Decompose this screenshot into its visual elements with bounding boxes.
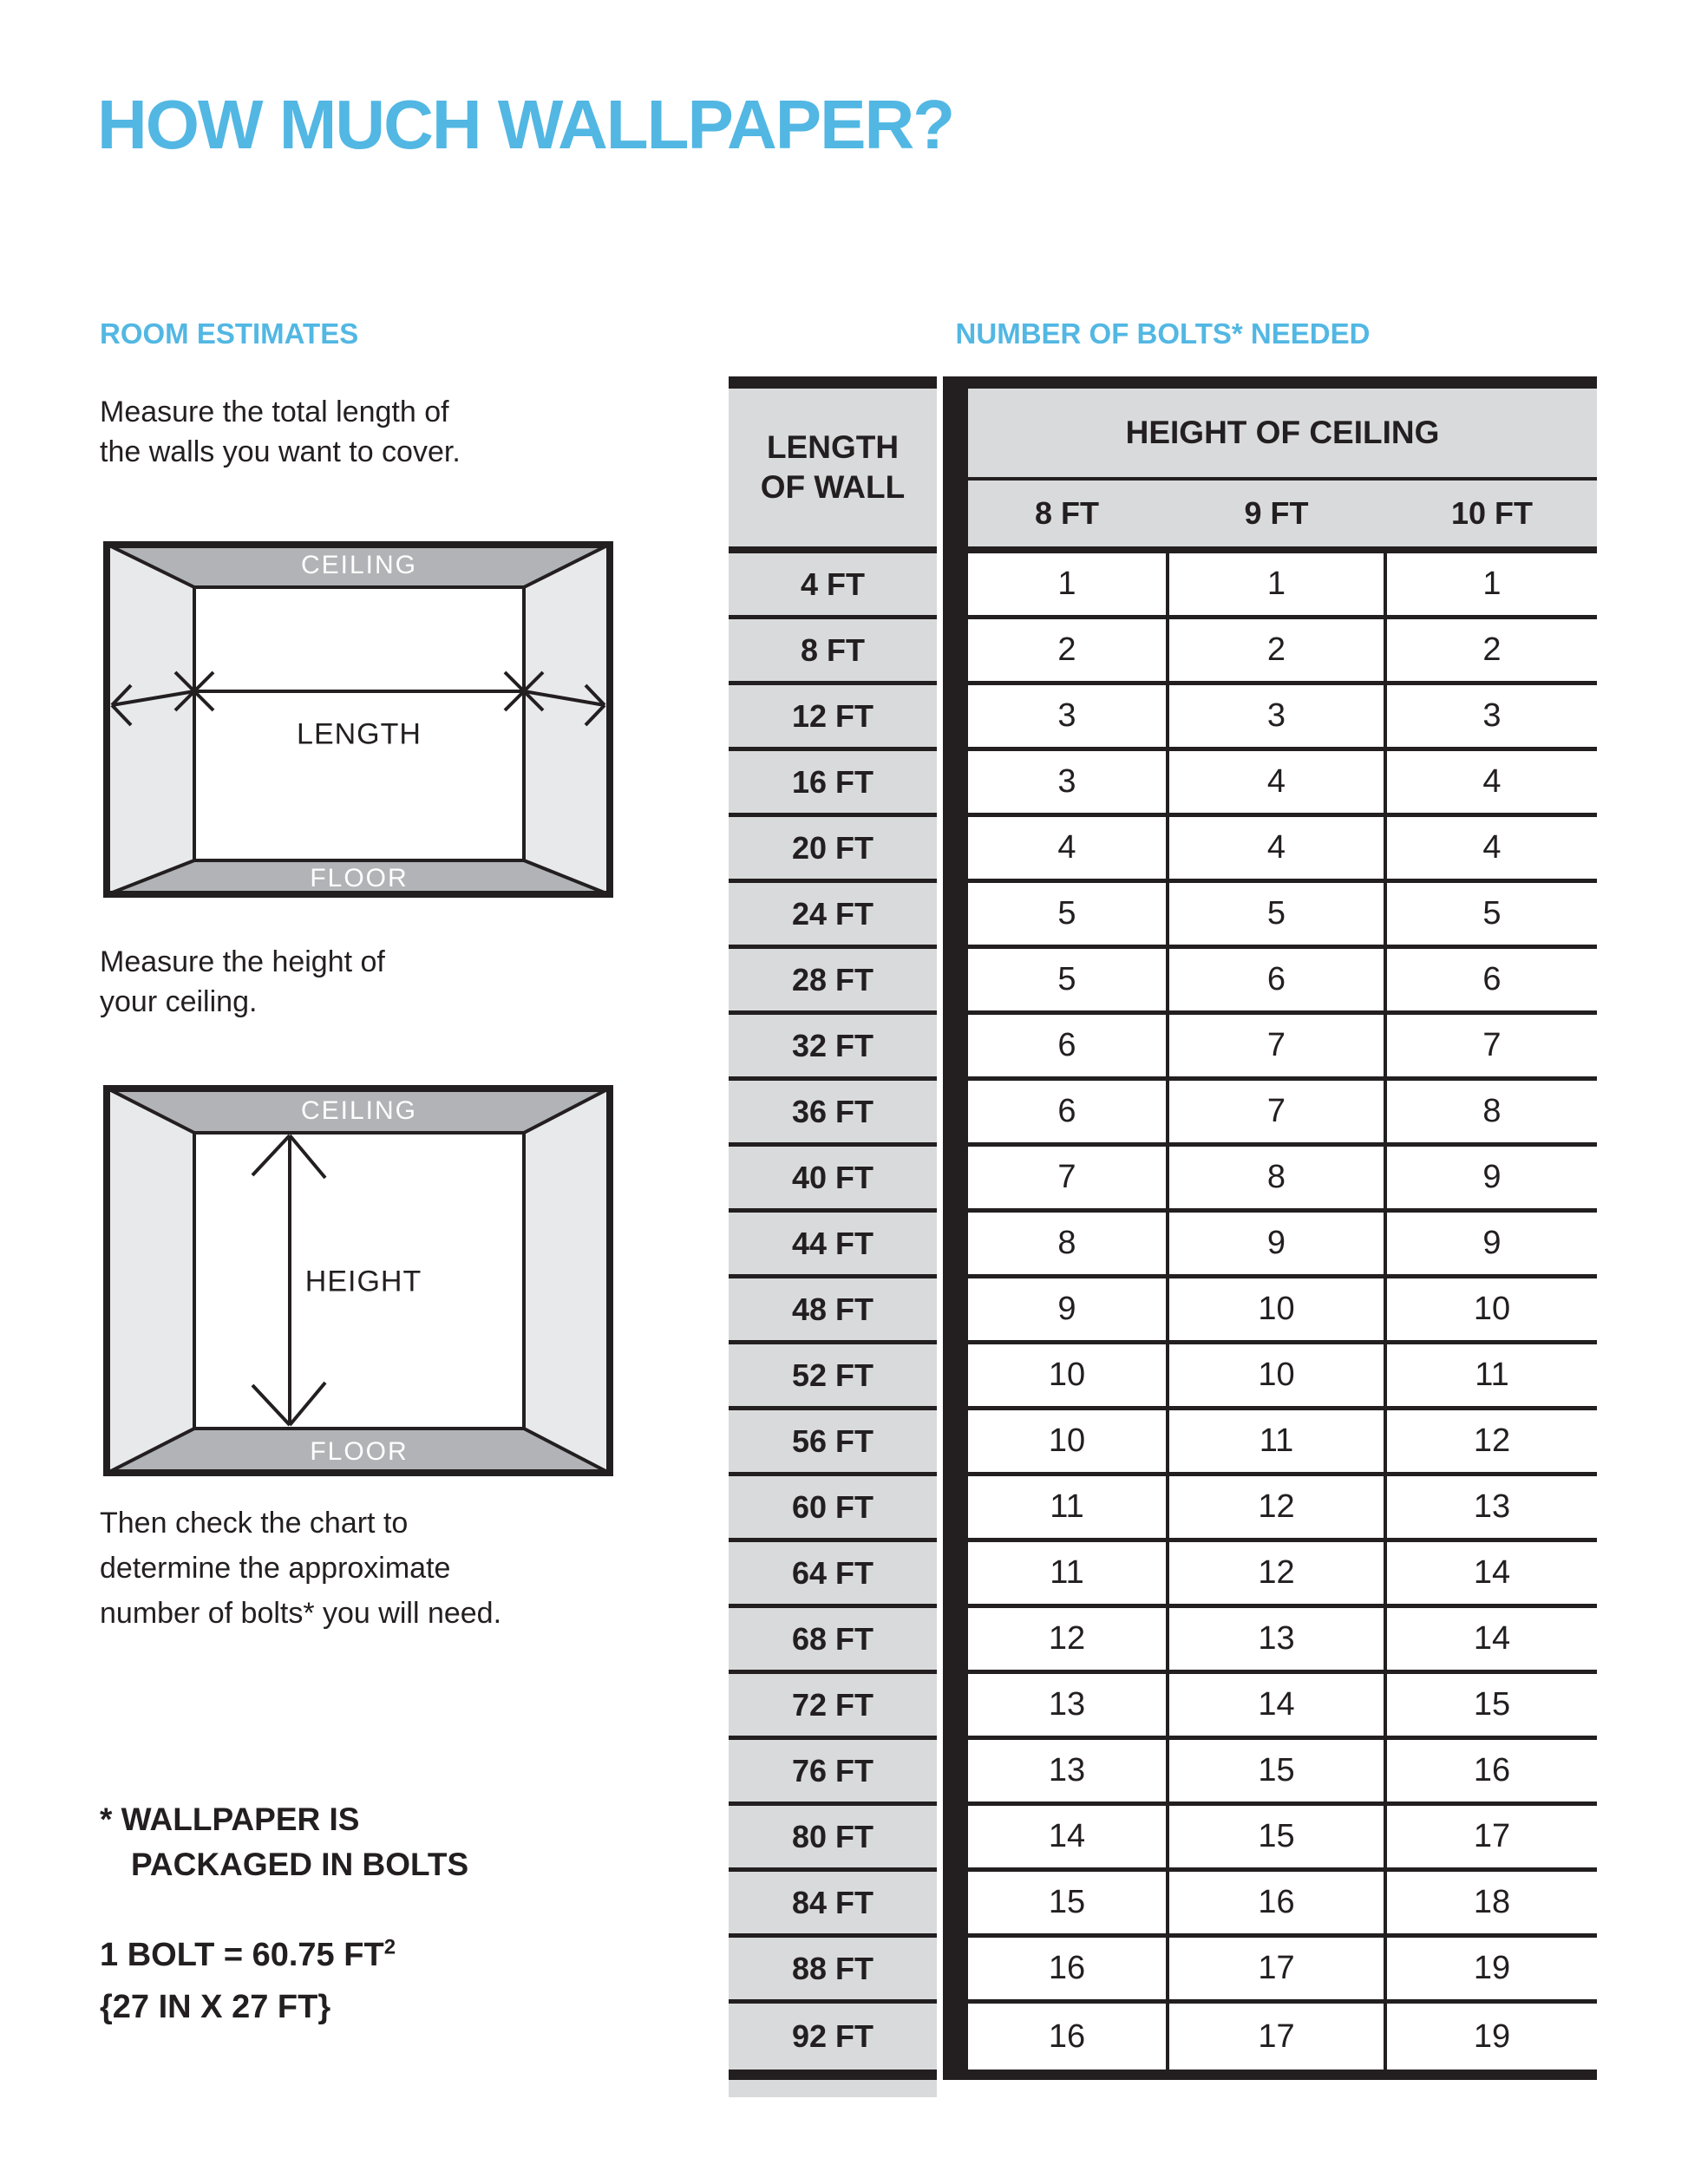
instruction-measure-height [100,942,385,1022]
table-cell: 17 [1258,2017,1295,2055]
table-cell: 11 [1050,1554,1084,1591]
superscript-2: 2 [383,1935,396,1959]
bolts-footnote [100,1797,468,1887]
table-cell: 1 [1057,566,1076,602]
table-cell: 6 [1057,1027,1076,1063]
length-of-wall-header [729,389,937,546]
table-cell: 6 [1482,961,1502,997]
table-cell: 19 [1473,1950,1511,1986]
header-line: LENGTH [766,429,900,465]
row-label: 32 FT [729,1015,937,1081]
table-cell: 10 [1258,1357,1295,1393]
length-measure-label: LENGTH [297,717,422,751]
row-label: 68 FT [729,1608,937,1674]
table-cell: 16 [1258,1884,1295,1920]
table-cell: 12 [1473,1422,1511,1459]
table-cell: 9 [1482,1159,1502,1195]
instruction-line: determine the approximate [100,1552,451,1585]
table-cell: 5 [1266,895,1286,932]
bolt-spec [100,1929,396,2033]
table-cell: 15 [1048,1884,1086,1920]
table-cell: 12 [1048,1620,1086,1657]
row-label: 4 FT [729,553,937,619]
row-label: 80 FT [729,1806,937,1872]
table-cell: 8 [1057,1225,1076,1261]
table-top-border [968,376,1597,389]
table-cell: 7 [1057,1159,1076,1195]
table-bottom-border [968,2070,1597,2080]
table-row [968,619,1597,685]
table-cell: 3 [1057,763,1076,800]
table-length-column [729,376,937,2097]
column-header-10ft: 10 FT [1450,495,1534,531]
table-cell: 9 [1266,1225,1286,1261]
table-cell: 17 [1473,1818,1511,1854]
table-cell: 3 [1482,697,1502,734]
table-cell: 13 [1048,1686,1086,1723]
left-wall-surface [103,1085,194,1476]
table-cell: 10 [1048,1422,1086,1459]
table-row [968,1674,1597,1740]
room-height-diagram [103,1085,613,1476]
instruction-line: Measure the height of [100,945,385,978]
table-row [968,1542,1597,1608]
instruction-line: number of bolts* you will need. [100,1597,502,1630]
row-label: 92 FT [729,2004,937,2070]
column-header-8ft: 8 FT [1034,495,1099,531]
instruction-line: your ceiling. [100,985,258,1018]
row-label: 84 FT [729,1872,937,1938]
table-cell: 4 [1482,763,1502,800]
table-cell: 4 [1266,829,1286,866]
table-cell: 12 [1258,1488,1295,1525]
table-cell: 8 [1482,1093,1502,1129]
table-row [968,1806,1597,1872]
table-cell: 4 [1266,763,1286,800]
table-row [968,1740,1597,1806]
bolts-table [729,376,1597,2097]
floor-label: FLOOR [310,864,409,893]
gray-tab [729,2080,937,2097]
ceiling-label: CEILING [300,1096,418,1125]
row-label: 64 FT [729,1542,937,1608]
table-cell: 16 [1473,1752,1511,1788]
room-estimates-heading: ROOM ESTIMATES [100,317,359,350]
table-row [968,949,1597,1015]
row-label: 20 FT [729,817,937,883]
table-cell: 9 [1057,1291,1076,1327]
row-label: 16 FT [729,751,937,817]
table-cell: 2 [1057,631,1076,668]
row-label: 88 FT [729,1938,937,2004]
table-cell: 13 [1473,1488,1511,1525]
table-row [968,1476,1597,1542]
table-row [968,1278,1597,1344]
left-wall-surface [103,541,194,898]
table-cell: 5 [1482,895,1502,932]
bolts-needed-heading: NUMBER OF BOLTS* NEEDED [955,317,1371,350]
table-cell: 5 [1057,895,1076,932]
table-cell: 10 [1473,1291,1511,1327]
row-label: 76 FT [729,1740,937,1806]
ceiling-label: CEILING [300,551,418,579]
table-cell: 11 [1475,1357,1509,1393]
table-row [968,1344,1597,1410]
bolt-spec-line: 1 BOLT = 60.75 $FT^2$ [100,1935,396,1973]
table-cell: 13 [1048,1752,1086,1788]
table-row [968,817,1597,883]
table-cell: 14 [1473,1620,1511,1657]
page-title: HOW MUCH WALLPAPER? [97,86,954,163]
table-cell: 3 [1057,697,1076,734]
table-cell: 5 [1057,961,1076,997]
table-row [968,1938,1597,2004]
table-row [968,2004,1597,2070]
row-label: 72 FT [729,1674,937,1740]
table-cell: 4 [1482,829,1502,866]
row-label: 36 FT [729,1081,937,1147]
table-row [968,1147,1597,1213]
table-cell: 19 [1473,2017,1511,2055]
header-line: OF WALL [760,469,906,505]
table-row [968,1872,1597,1938]
table-cell: 10 [1258,1291,1295,1327]
table-cell: 16 [1048,1950,1086,1986]
table-bottom-border [729,2070,937,2080]
instruction-line: Measure the total length of [100,396,449,428]
row-label: 44 FT [729,1213,937,1278]
table-cell: 15 [1258,1818,1295,1854]
row-label: 60 FT [729,1476,937,1542]
instruction-measure-length [100,392,461,472]
table-cell: 2 [1266,631,1286,668]
table-row [968,1081,1597,1147]
right-wall-surface [524,1085,613,1476]
table-cell: 14 [1258,1686,1295,1723]
table-row [968,553,1597,619]
row-label: 12 FT [729,685,937,751]
table-cell: 15 [1258,1752,1295,1788]
table-row [968,1015,1597,1081]
table-row [968,883,1597,949]
table-cell: 11 [1050,1488,1084,1525]
table-cell: 16 [1048,2017,1086,2055]
instruction-line: Then check the chart to [100,1507,409,1540]
header-divider [968,546,1597,553]
height-of-ceiling-header: HEIGHT OF CEILING [968,389,1597,477]
footnote-line: PACKAGED IN BOLTS [131,1847,469,1882]
height-measure-label: HEIGHT [304,1265,422,1298]
row-label: 24 FT [729,883,937,949]
table-cell: 11 [1259,1422,1294,1459]
table-cell: 8 [1266,1159,1286,1195]
table-cell: 2 [1482,631,1502,668]
instruction-check-chart [100,1501,501,1636]
table-cell: 12 [1258,1554,1295,1591]
room-length-diagram [103,541,613,898]
table-cell: 10 [1048,1357,1086,1393]
row-label: 8 FT [729,619,937,685]
row-label: 48 FT [729,1278,937,1344]
table-top-border [729,376,937,389]
table-row [968,751,1597,817]
table-cell: 13 [1258,1620,1295,1657]
table-cell: 4 [1057,829,1076,866]
table-cell: 15 [1473,1686,1511,1723]
table-cell: 14 [1473,1554,1511,1591]
table-cell: 9 [1482,1225,1502,1261]
row-label: 56 FT [729,1410,937,1476]
table-cell: 17 [1258,1950,1295,1986]
right-wall-surface [524,541,613,898]
table-cell: 7 [1482,1027,1502,1063]
table-row [968,1410,1597,1476]
table-bolts-columns [943,376,1597,2080]
table-cell: 7 [1266,1027,1286,1063]
instruction-line: the walls you want to cover. [100,435,461,468]
footnote-line: * WALLPAPER IS [100,1801,360,1837]
table-cell: 6 [1266,961,1286,997]
table-cell: 7 [1266,1093,1286,1129]
floor-label: FLOOR [310,1437,409,1466]
table-row [968,685,1597,751]
row-label: 28 FT [729,949,937,1015]
row-label: 52 FT [729,1344,937,1410]
table-cell: 1 [1482,566,1502,602]
table-cell: 1 [1266,566,1286,602]
bolt-spec-line: {27 IN X 27 FT} [100,1989,331,2025]
column-headers [968,481,1597,546]
table-row [968,1608,1597,1674]
table-cell: 14 [1048,1818,1086,1854]
table-cell: 6 [1057,1093,1076,1129]
table-cell: 3 [1266,697,1286,734]
header-divider [729,546,937,553]
row-label: 40 FT [729,1147,937,1213]
column-header-9ft: 9 FT [1244,495,1309,531]
table-cell: 18 [1473,1884,1511,1920]
table-row [968,1213,1597,1278]
